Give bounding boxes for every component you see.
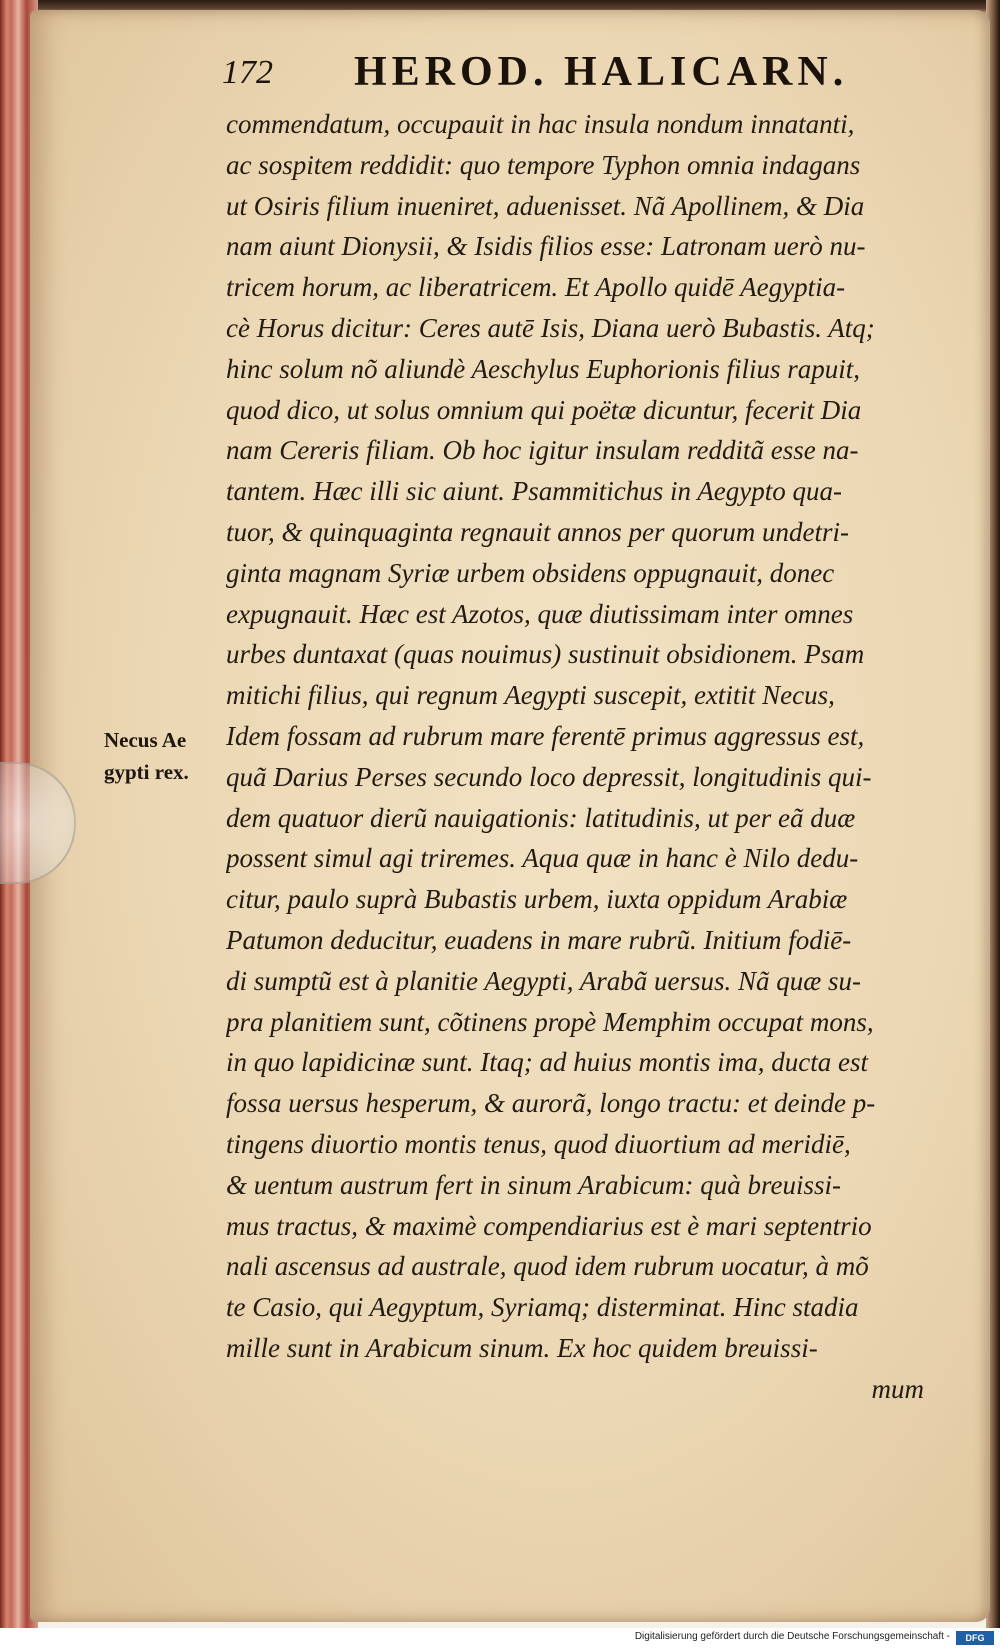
footer-credit: Digitalisierung gefördert durch die Deutsche Forschungsgemeinschaft -	[634, 1631, 950, 1642]
text-line: citur, paulo suprà Bubastis urbem, iuxta oppidum Arabiæ	[226, 884, 848, 915]
text-line: tingens diuortio montis tenus, quod diuortium ad meridiē,	[226, 1128, 851, 1159]
page-header	[222, 48, 902, 98]
text-line: quod dico, ut solus omnium qui poëtæ dicuntur, fecerit Dia	[226, 394, 862, 425]
text-line: mitichi filius, qui regnum Aegypti suscepit, extitit Necus,	[226, 680, 835, 711]
text-line: dem quatuor dierũ nauigationis: latitudinis, ut per eã duæ	[226, 802, 856, 833]
running-head: HEROD. HALICARN.	[354, 49, 849, 95]
text-line: tricem horum, ac liberatricem. Et Apollo quidē Aegyptia-	[226, 272, 846, 303]
text-line: tuor, & quinquaginta regnauit annos per quorum undetri-	[226, 516, 850, 547]
text-line: mille sunt in Arabicum sinum. Ex hoc quidem breuissi-	[226, 1332, 818, 1363]
text-line: Patumon deducitur, euadens in mare rubrũ. Initium fodiē-	[226, 924, 852, 955]
catchword: mum	[871, 1373, 924, 1404]
text-line: possent simul agi triremes. Aqua quæ in hanc è Nilo dedu-	[226, 843, 859, 874]
text-line: cè Horus dicitur: Ceres autē Isis, Diana uerò Bubastis. Atq;	[226, 312, 875, 343]
dfg-logo: DFG	[956, 1631, 994, 1645]
digitization-footer	[0, 1628, 1000, 1648]
text-line: tantem. Hæc illi sic aiunt. Psammitichus in Aegypto qua-	[226, 476, 842, 507]
margin-note-line: Necus Ae	[104, 728, 187, 752]
text-line: expugnauit. Hæc est Azotos, quæ diutissimam inter omnes	[226, 598, 854, 629]
text-line: ut Osiris filium inueniret, aduenisset. Nã Apollinem, & Dia	[226, 190, 865, 221]
text-line: urbes duntaxat (quas nouimus) sustinuit obsidionem. Psam	[226, 639, 865, 670]
text-line: fossa uersus hesperum, & aurorã, longo tractu: et deinde p-	[226, 1088, 876, 1119]
body-text	[226, 104, 956, 1410]
text-line: quã Darius Perses secundo loco depressit, longitudinis qui-	[226, 761, 872, 792]
text-line: commendatum, occupauit in hac insula nondum innatanti,	[226, 109, 855, 139]
text-line: ginta magnam Syriæ urbem obsidens oppugnauit, donec	[226, 557, 835, 588]
text-line: ac sospitem reddidit: quo tempore Typhon omnia indagans	[226, 149, 861, 180]
text-line: & uentum austrum fert in sinum Arabicum: quà breuissi-	[226, 1169, 841, 1200]
text-line: te Casio, qui Aegyptum, Syriamq; disterminat. Hinc stadia	[226, 1292, 859, 1323]
margin-note-line: gypti rex.	[104, 760, 189, 784]
text-line: mus tractus, & maximè compendiarius est è mari septentrio	[226, 1210, 872, 1241]
text-line: nam Cereris filiam. Ob hoc igitur insulam redditã esse na-	[226, 435, 859, 466]
page-number: 172	[222, 54, 273, 91]
margin-note	[104, 724, 224, 788]
text-line: nali ascensus ad australe, quod idem rubrum uocatur, à mõ	[226, 1251, 869, 1282]
text-line: hinc solum nõ aliundè Aeschylus Euphorionis filius rapuit,	[226, 353, 860, 384]
text-line: pra planitiem sunt, cõtinens propè Memphim occupat mons,	[226, 1006, 874, 1037]
text-line: di sumptũ est à planitie Aegypti, Arabã uersus. Nã quæ su-	[226, 965, 862, 996]
text-line: nam aiunt Dionysii, & Isidis filios esse: Latronam uerò nu-	[226, 231, 866, 262]
text-line: in quo lapidicinæ sunt. Itaq; ad huius montis ima, ducta est	[226, 1047, 868, 1078]
text-line: Idem fossam ad rubrum mare ferentē primus aggressus est,	[226, 720, 865, 751]
